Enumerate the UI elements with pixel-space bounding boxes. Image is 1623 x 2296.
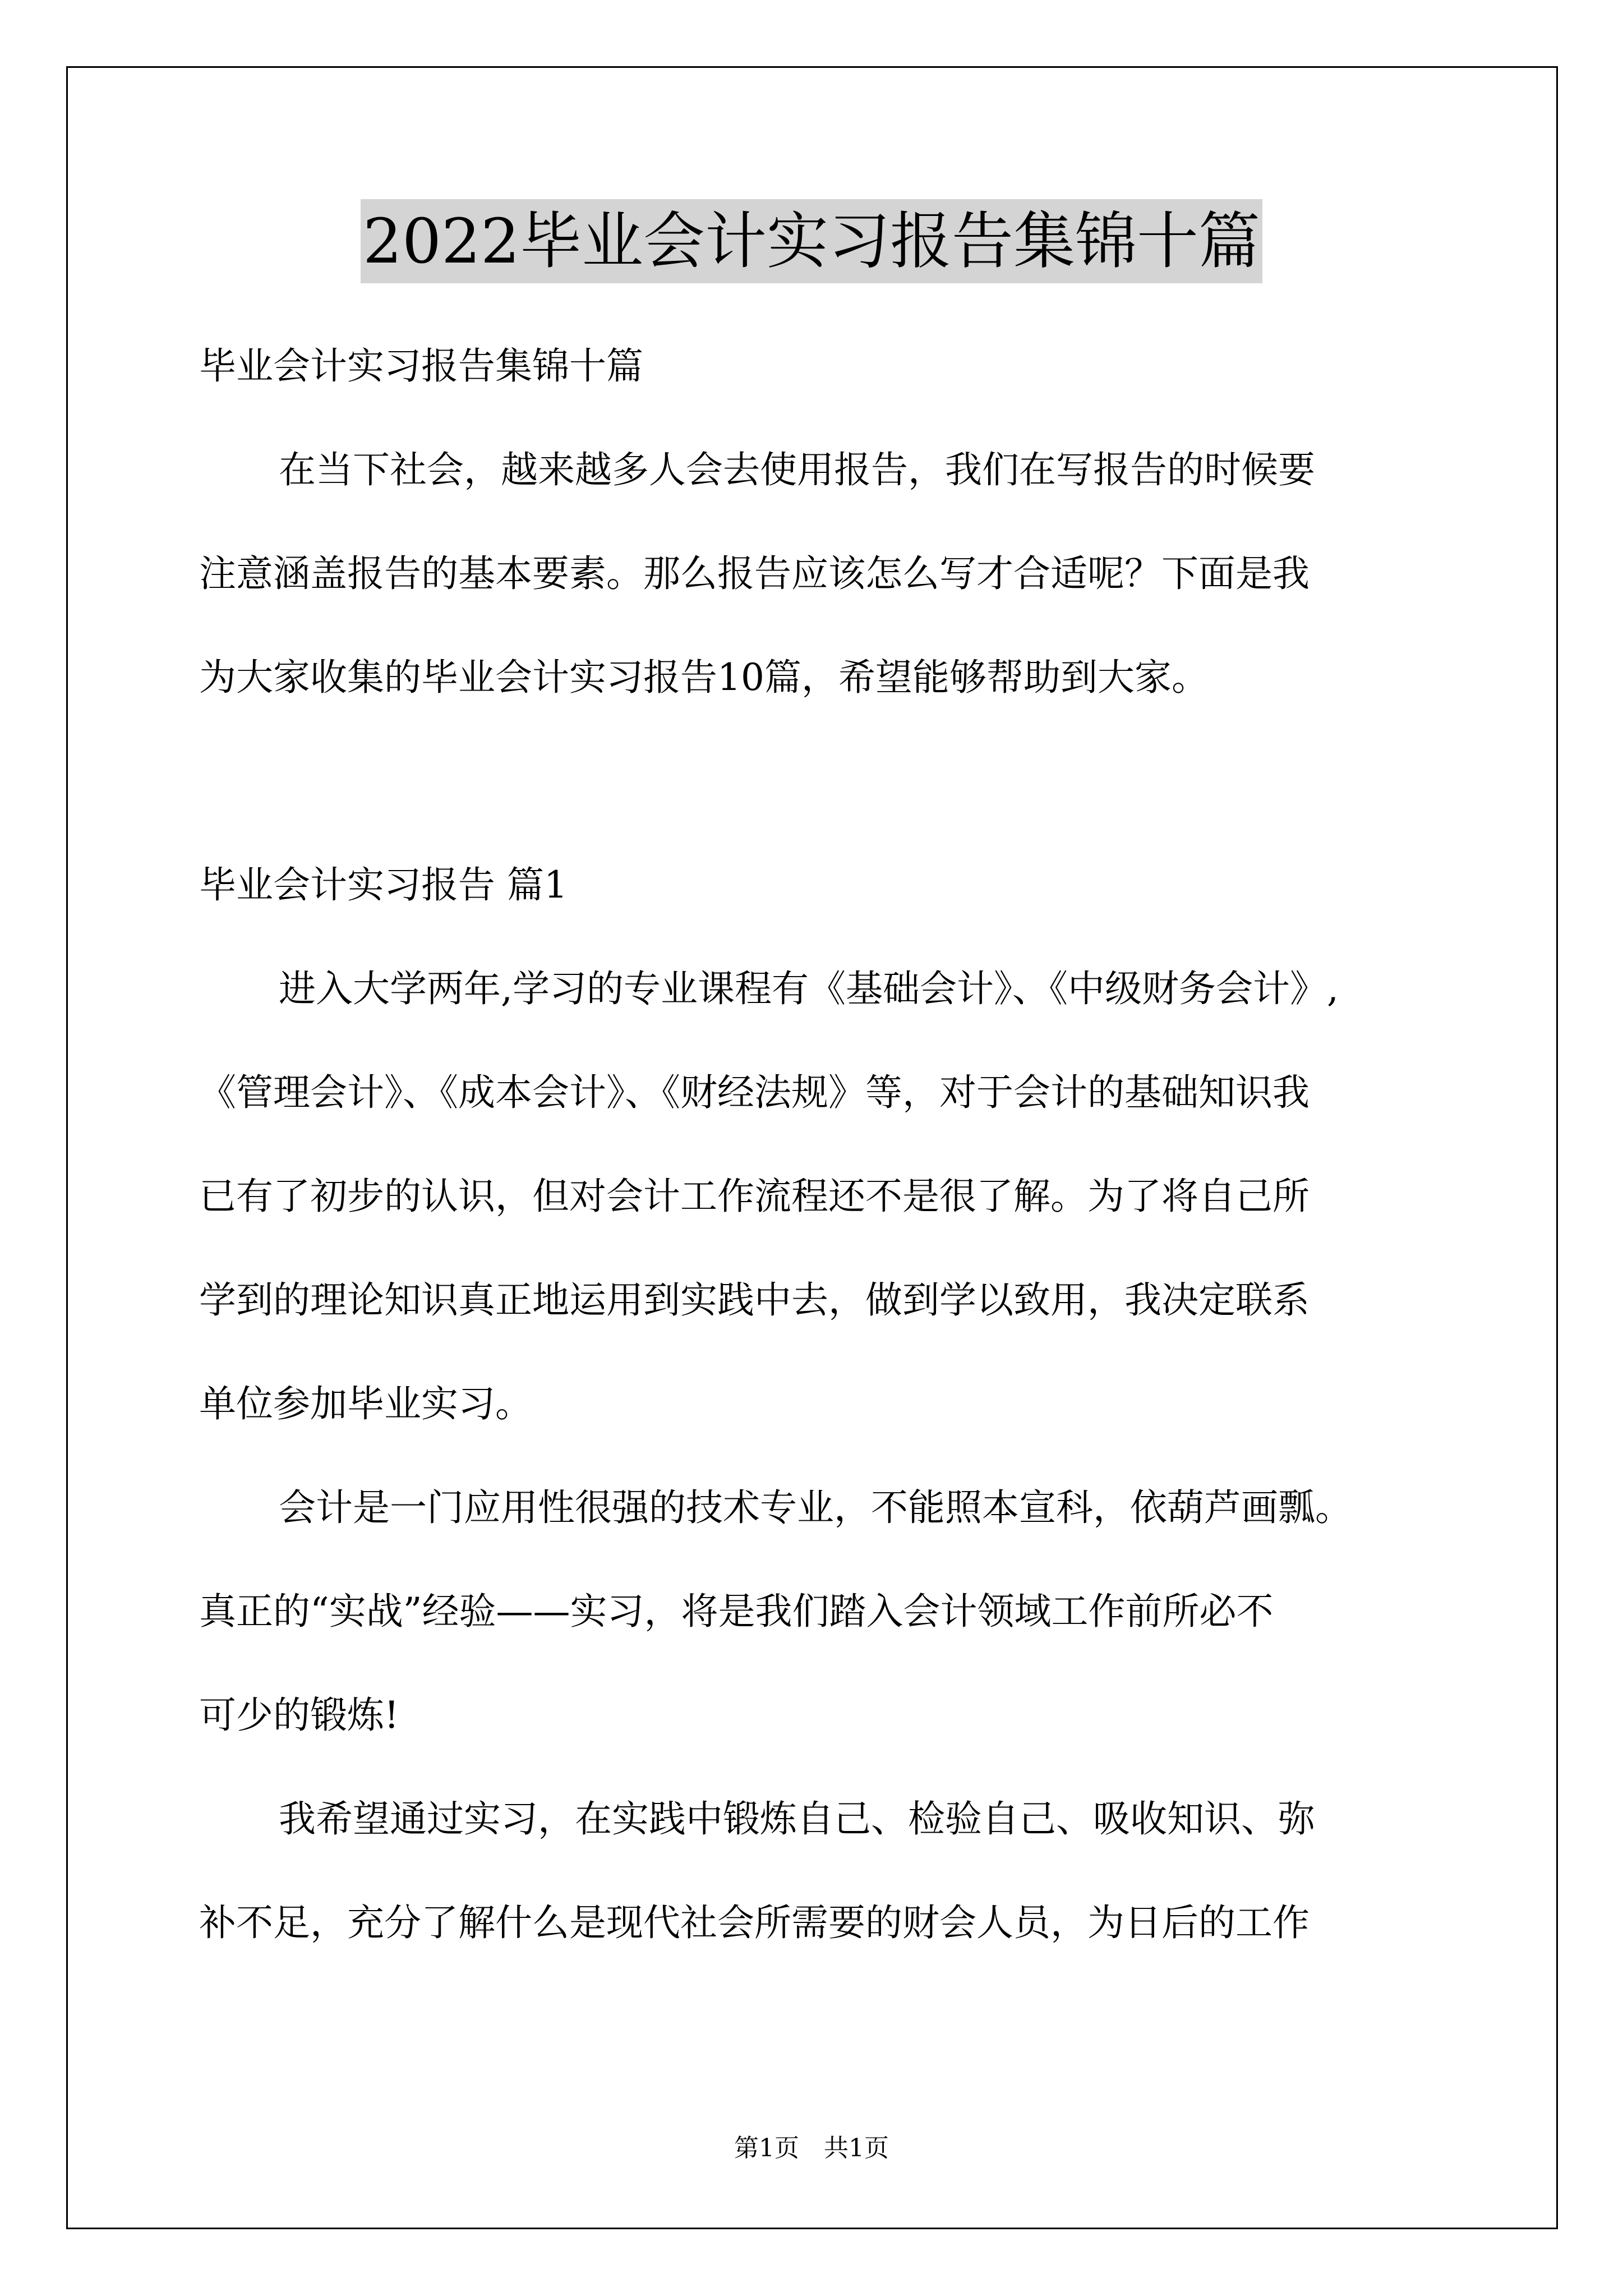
paragraph-line: 已有了初步的认识，但对会计工作流程还不是很了解。为了将自己所 xyxy=(199,1175,1310,1218)
document-subtitle: 毕业会计实习报告集锦十篇 xyxy=(199,344,643,388)
paragraph-line: 会计是一门应用性很强的技术专业，不能照本宣科，依葫芦画瓢。 xyxy=(279,1486,1352,1529)
page-footer: 第1页 共1页 xyxy=(734,2134,889,2162)
intro-line: 注意涵盖报告的基本要素。那么报告应该怎么写才合适呢？下面是我 xyxy=(199,552,1310,595)
intro-line: 为大家收集的毕业会计实习报告10篇，希望能够帮助到大家。 xyxy=(199,656,1209,699)
document-title-text: 2022毕业会计实习报告集锦十篇 xyxy=(361,199,1262,283)
paragraph-line: 单位参加毕业实习。 xyxy=(199,1382,532,1425)
paragraph-line: 补不足，充分了解什么是现代社会所需要的财会人员，为日后的工作 xyxy=(199,1901,1310,1944)
document-title xyxy=(0,199,1623,283)
paragraph-line: 真正的“实战”经验——实习，将是我们踏入会计领域工作前所必不 xyxy=(199,1590,1274,1633)
section-spacer xyxy=(199,729,1481,833)
intro-line: 在当下社会，越来越多人会去使用报告，我们在写报告的时候要 xyxy=(279,448,1315,491)
paragraph-line: 可少的锻炼! xyxy=(199,1694,399,1737)
paragraph-line: 《管理会计》、《成本会计》、《财经法规》等，对于会计的基础知识我 xyxy=(199,1071,1310,1114)
paragraph-line: 进入大学两年,学习的专业课程有《基础会计》、《中级财务会计》, xyxy=(279,967,1339,1010)
paragraph-line: 学到的理论知识真正地运用到实践中去，做到学以致用，我决定联系 xyxy=(199,1278,1310,1322)
paragraph-line: 我希望通过实习，在实践中锻炼自己、检验自己、吸收知识、弥 xyxy=(279,1797,1315,1841)
section-heading: 毕业会计实习报告 篇1 xyxy=(199,863,568,907)
document-body xyxy=(199,314,1481,1975)
